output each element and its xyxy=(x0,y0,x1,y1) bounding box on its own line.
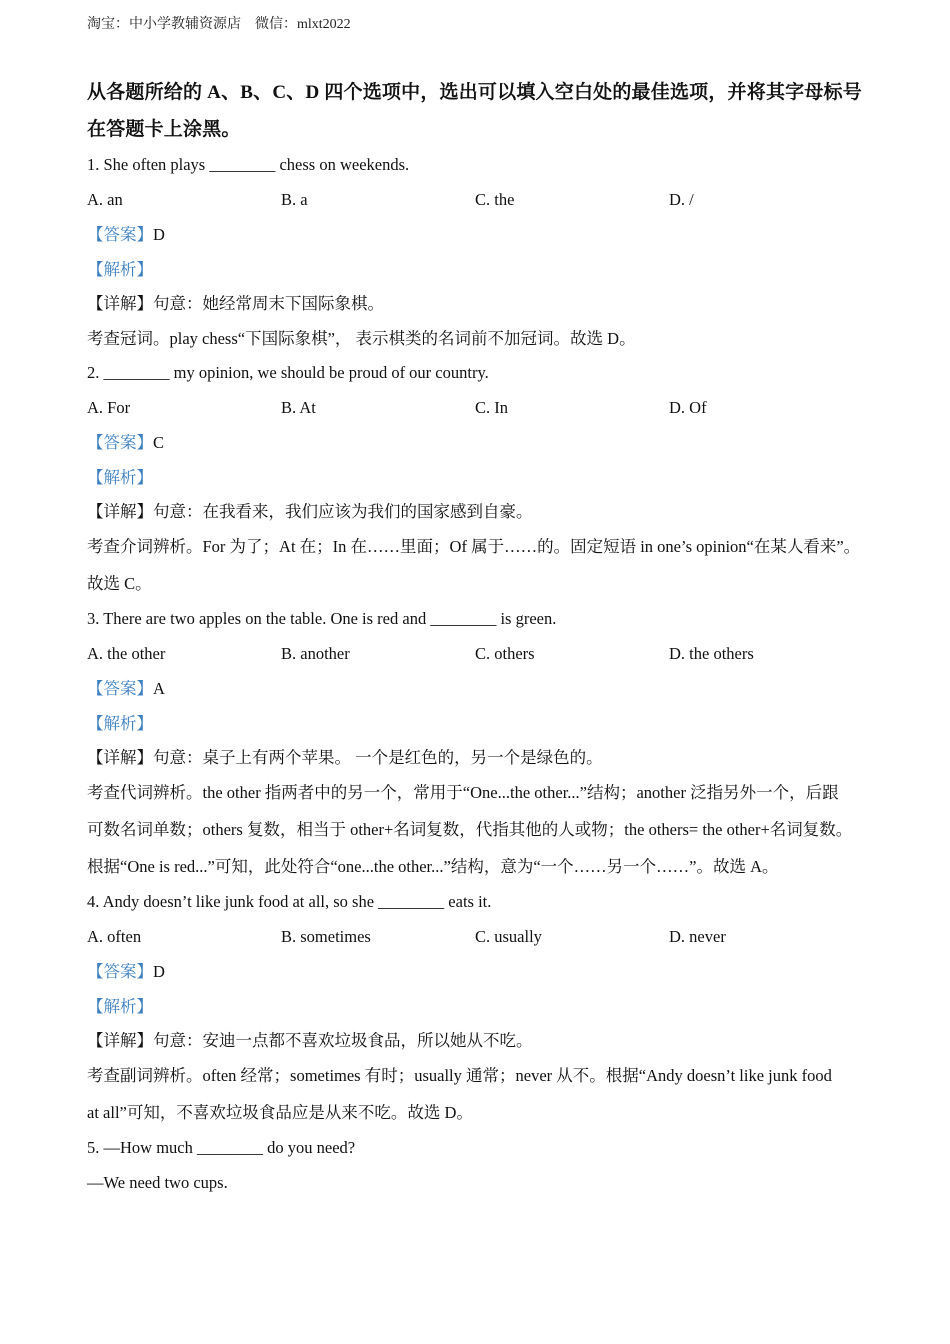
header-wechat: 微信：mlxt2022 xyxy=(255,17,351,32)
question-4-answer xyxy=(87,961,165,983)
answer-value: A xyxy=(153,679,165,698)
question-4-option-a: A. often xyxy=(87,927,142,946)
question-5-reply: —We need two cups. xyxy=(87,1173,228,1192)
question-3-analysis-label: 【解析】 xyxy=(87,714,153,733)
question-3-explanation-line-2: 可数名词单数；others 复数，相当于 other+名词复数，代指其他的人或物；the others= the other+名词复数。 xyxy=(87,820,853,839)
question-3-option-a: A. the other xyxy=(87,644,166,663)
question-3-option-c: C. others xyxy=(475,644,535,663)
question-2-stem: 2. ________ my opinion, we should be proud of our country. xyxy=(87,363,489,382)
question-3-option-b: B. another xyxy=(281,644,350,663)
question-2-answer xyxy=(87,432,164,454)
section-instruction: 从各题所给的 A、B、C、D 四个选项中，选出可以填入空白处的最佳选项，并将其字母标号在答题卡上涂黑。 xyxy=(87,82,862,140)
question-4-option-d: D. never xyxy=(669,927,726,946)
answer-label: 【答案】 xyxy=(87,679,153,698)
answer-value: D xyxy=(153,962,165,981)
question-3-explanation-line-1: 考查代词辨析。the other 指两者中的另一个，常用于“One...the other...”结构；another 泛指另外一个，后跟 xyxy=(87,783,839,802)
question-3-stem: 3. There are two apples on the table. One is red and ________ is green. xyxy=(87,609,557,628)
answer-value: D xyxy=(153,225,165,244)
question-1-detail: 【详解】句意：她经常周末下国际象棋。 xyxy=(87,294,384,313)
question-2-option-a: A. For xyxy=(87,398,131,417)
answer-label: 【答案】 xyxy=(87,433,153,452)
header-shop: 淘宝：中小学教辅资源店 xyxy=(87,17,241,32)
question-3-answer xyxy=(87,678,165,700)
answer-label: 【答案】 xyxy=(87,962,153,981)
answer-value: C xyxy=(153,433,165,452)
question-5-stem: 5. —How much ________ do you need? xyxy=(87,1138,356,1157)
question-2-explanation-line-2: 故选 C。 xyxy=(87,574,152,593)
question-3-explanation-line-3: 根据“One is red...”可知，此处符合“one...the other...”结构，意为“一个……另一个……”。故选 A。 xyxy=(87,857,779,876)
question-4-explanation-line-2: at all”可知，不喜欢垃圾食品应是从来不吃。故选 D。 xyxy=(87,1103,473,1122)
question-4-explanation-line-1: 考查副词辨析。often 经常；sometimes 有时；usually 通常；never 从不。根据“Andy doesn’t like junk food xyxy=(87,1066,832,1085)
question-1-option-b: B. a xyxy=(281,190,308,209)
question-4-option-b: B. sometimes xyxy=(281,927,371,946)
question-1-option-a: A. an xyxy=(87,190,123,209)
question-4-analysis-label: 【解析】 xyxy=(87,997,153,1016)
question-4-detail: 【详解】句意：安迪一点都不喜欢垃圾食品，所以她从不吃。 xyxy=(87,1031,533,1050)
question-1-option-c: C. the xyxy=(475,190,515,209)
answer-label: 【答案】 xyxy=(87,225,153,244)
question-2-detail: 【详解】句意：在我看来，我们应该为我们的国家感到自豪。 xyxy=(87,502,533,521)
question-1-explanation: 考查冠词。play chess“下国际象棋”， 表示棋类的名词前不加冠词。故选 D。 xyxy=(87,329,636,348)
question-2-option-b: B. At xyxy=(281,398,316,417)
question-2-option-c: C. In xyxy=(475,398,508,417)
question-1-analysis-label: 【解析】 xyxy=(87,260,153,279)
question-1-answer xyxy=(87,224,165,246)
question-2-explanation-line-1: 考查介词辨析。For 为了；At 在；In 在……里面；Of 属于……的。固定短语 in one’s opinion“在某人看来”。 xyxy=(87,537,861,556)
question-2-analysis-label: 【解析】 xyxy=(87,468,153,487)
question-3-option-d: D. the others xyxy=(669,644,754,663)
question-2-option-d: D. Of xyxy=(669,398,707,417)
page-header xyxy=(87,13,351,33)
question-3-detail: 【详解】句意：桌子上有两个苹果。 一个是红色的，另一个是绿色的。 xyxy=(87,748,603,767)
question-4-option-c: C. usually xyxy=(475,927,542,946)
question-4-stem: 4. Andy doesn’t like junk food at all, so she ________ eats it. xyxy=(87,892,492,911)
question-1-stem: 1. She often plays ________ chess on weekends. xyxy=(87,155,410,174)
question-1-option-d: D. / xyxy=(669,190,694,209)
